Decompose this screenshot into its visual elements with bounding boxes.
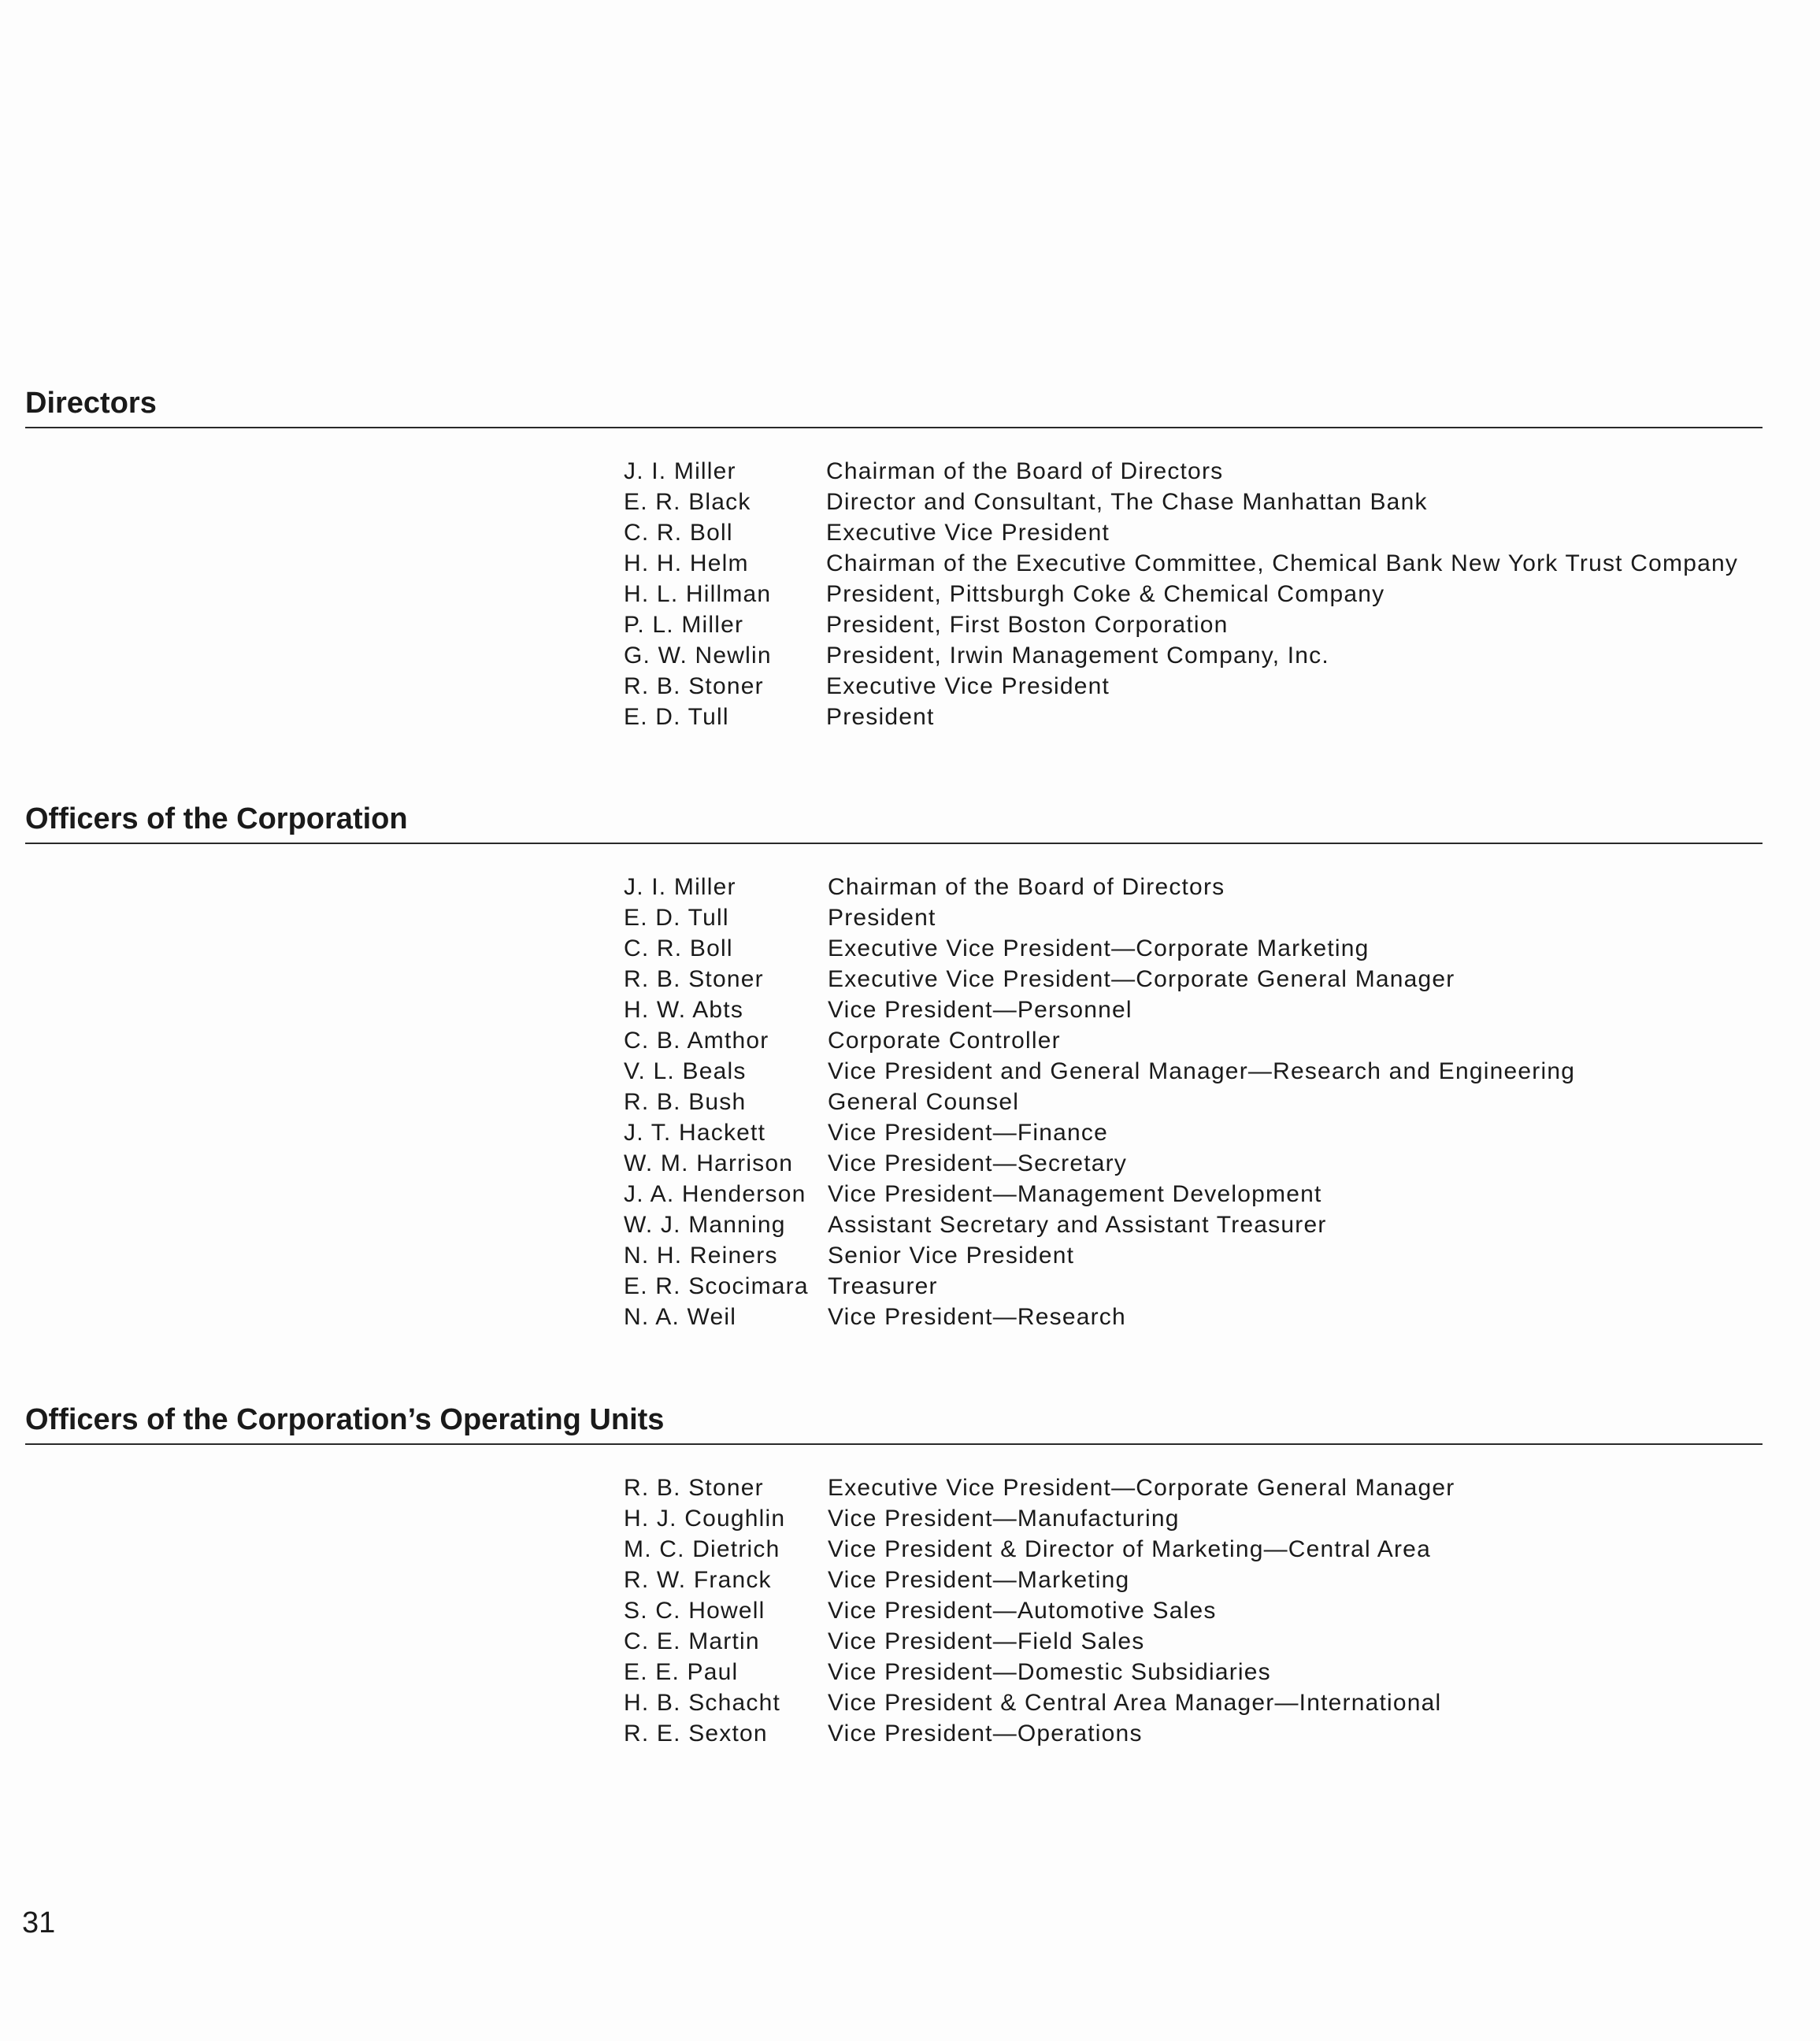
operating-units-list — [624, 1472, 1455, 1749]
roster-row — [624, 1472, 1455, 1503]
roster-row — [624, 1240, 1575, 1271]
person-name: R. B. Bush — [624, 1089, 747, 1115]
person-title: Senior Vice President — [828, 1243, 1075, 1269]
person-title: Vice President—Domestic Subsidiaries — [828, 1659, 1271, 1685]
person-title: Vice President & Central Area Manager—International — [828, 1690, 1442, 1716]
roster-row — [624, 702, 1738, 732]
roster-row — [624, 964, 1575, 995]
roster-row — [624, 517, 1738, 548]
person-title: Vice President—Operations — [828, 1721, 1143, 1747]
roster-row — [624, 1687, 1455, 1718]
person-name: E. R. Scocimara — [624, 1273, 809, 1299]
person-name: C. R. Boll — [624, 520, 733, 546]
officers-divider — [25, 843, 1763, 844]
roster-row — [624, 579, 1738, 609]
person-title: Vice President—Secretary — [828, 1150, 1128, 1176]
roster-row — [624, 609, 1738, 640]
person-title: Executive Vice President—Corporate General Manager — [828, 1475, 1455, 1501]
person-name: H. B. Schacht — [624, 1690, 781, 1716]
officers-list — [624, 872, 1575, 1332]
person-title: Vice President—Management Development — [828, 1181, 1322, 1207]
roster-row — [624, 933, 1575, 964]
roster-row — [624, 1718, 1455, 1749]
roster-row — [624, 671, 1738, 702]
person-title: President — [828, 905, 936, 931]
person-title: Chairman of the Board of Directors — [826, 458, 1224, 484]
person-name: J. I. Miller — [624, 458, 736, 484]
person-name: H. J. Coughlin — [624, 1506, 786, 1532]
roster-row — [624, 548, 1738, 579]
operating-units-heading: Officers of the Corporation’s Operating Units — [25, 1403, 665, 1436]
roster-row — [624, 1056, 1575, 1087]
roster-row — [624, 872, 1575, 902]
person-name: S. C. Howell — [624, 1598, 765, 1624]
person-title: Corporate Controller — [828, 1028, 1061, 1054]
person-name: H. L. Hillman — [624, 581, 772, 607]
person-title: Vice President—Marketing — [828, 1567, 1130, 1593]
person-title: Treasurer — [828, 1273, 938, 1299]
person-name: C. E. Martin — [624, 1628, 760, 1654]
roster-row — [624, 487, 1738, 517]
roster-row — [624, 1565, 1455, 1595]
roster-row — [624, 1271, 1575, 1302]
roster-row — [624, 1534, 1455, 1565]
person-name: M. C. Dietrich — [624, 1536, 780, 1562]
roster-row — [624, 1595, 1455, 1626]
person-title: Vice President & Director of Marketing—Central Area — [828, 1536, 1431, 1562]
person-title: Vice President—Field Sales — [828, 1628, 1145, 1654]
person-title: Executive Vice President — [826, 673, 1110, 699]
person-name: W. J. Manning — [624, 1212, 786, 1238]
person-name: R. E. Sexton — [624, 1721, 768, 1747]
person-title: President, Pittsburgh Coke & Chemical Company — [826, 581, 1385, 607]
person-title: Director and Consultant, The Chase Manhattan Bank — [826, 489, 1428, 515]
roster-row — [624, 1117, 1575, 1148]
roster-row — [624, 1302, 1575, 1332]
operating-units-divider — [25, 1443, 1763, 1445]
person-name: R. B. Stoner — [624, 673, 764, 699]
person-title: Vice President—Manufacturing — [828, 1506, 1180, 1532]
roster-row — [624, 995, 1575, 1025]
person-title: Vice President and General Manager—Research and Engineering — [828, 1058, 1576, 1084]
person-title: Vice President—Personnel — [828, 997, 1132, 1023]
person-name: N. A. Weil — [624, 1304, 737, 1330]
person-name: J. I. Miller — [624, 874, 736, 900]
roster-row — [624, 456, 1738, 487]
person-title: Executive Vice President—Corporate General Manager — [828, 966, 1455, 992]
person-name: R. W. Franck — [624, 1567, 772, 1593]
directors-list — [624, 456, 1738, 732]
person-title: President, Irwin Management Company, Inc. — [826, 643, 1329, 669]
person-title: Assistant Secretary and Assistant Treasurer — [828, 1212, 1327, 1238]
directors-divider — [25, 427, 1763, 428]
person-name: C. R. Boll — [624, 935, 733, 961]
person-name: E. D. Tull — [624, 905, 729, 931]
person-name: H. H. Helm — [624, 550, 749, 576]
person-title: President, First Boston Corporation — [826, 612, 1229, 638]
roster-row — [624, 1503, 1455, 1534]
person-name: J. A. Henderson — [624, 1181, 806, 1207]
roster-row — [624, 1626, 1455, 1657]
person-title: President — [826, 704, 935, 730]
roster-row — [624, 902, 1575, 933]
roster-row — [624, 1148, 1575, 1179]
person-title: Executive Vice President — [826, 520, 1110, 546]
person-title: Vice President—Finance — [828, 1120, 1109, 1146]
person-title: Chairman of the Board of Directors — [828, 874, 1225, 900]
person-name: R. B. Stoner — [624, 966, 764, 992]
roster-row — [624, 1025, 1575, 1056]
person-name: W. M. Harrison — [624, 1150, 794, 1176]
person-name: C. B. Amthor — [624, 1028, 769, 1054]
person-name: V. L. Beals — [624, 1058, 747, 1084]
person-title: Vice President—Research — [828, 1304, 1126, 1330]
roster-row — [624, 1209, 1575, 1240]
person-title: Vice President—Automotive Sales — [828, 1598, 1217, 1624]
person-name: G. W. Newlin — [624, 643, 772, 669]
person-title: Chairman of the Executive Committee, Chemical Bank New York Trust Company — [826, 550, 1739, 576]
page-number: 31 — [22, 1906, 56, 1939]
person-name: E. D. Tull — [624, 704, 729, 730]
roster-row — [624, 640, 1738, 671]
roster-row — [624, 1087, 1575, 1117]
person-title: General Counsel — [828, 1089, 1020, 1115]
person-name: J. T. Hackett — [624, 1120, 766, 1146]
person-title: Executive Vice President—Corporate Marketing — [828, 935, 1370, 961]
person-name: P. L. Miller — [624, 612, 744, 638]
directors-heading: Directors — [25, 387, 157, 420]
person-name: R. B. Stoner — [624, 1475, 764, 1501]
person-name: E. R. Black — [624, 489, 751, 515]
officers-heading: Officers of the Corporation — [25, 802, 408, 835]
person-name: H. W. Abts — [624, 997, 744, 1023]
roster-row — [624, 1657, 1455, 1687]
person-name: E. E. Paul — [624, 1659, 739, 1685]
person-name: N. H. Reiners — [624, 1243, 778, 1269]
roster-row — [624, 1179, 1575, 1209]
